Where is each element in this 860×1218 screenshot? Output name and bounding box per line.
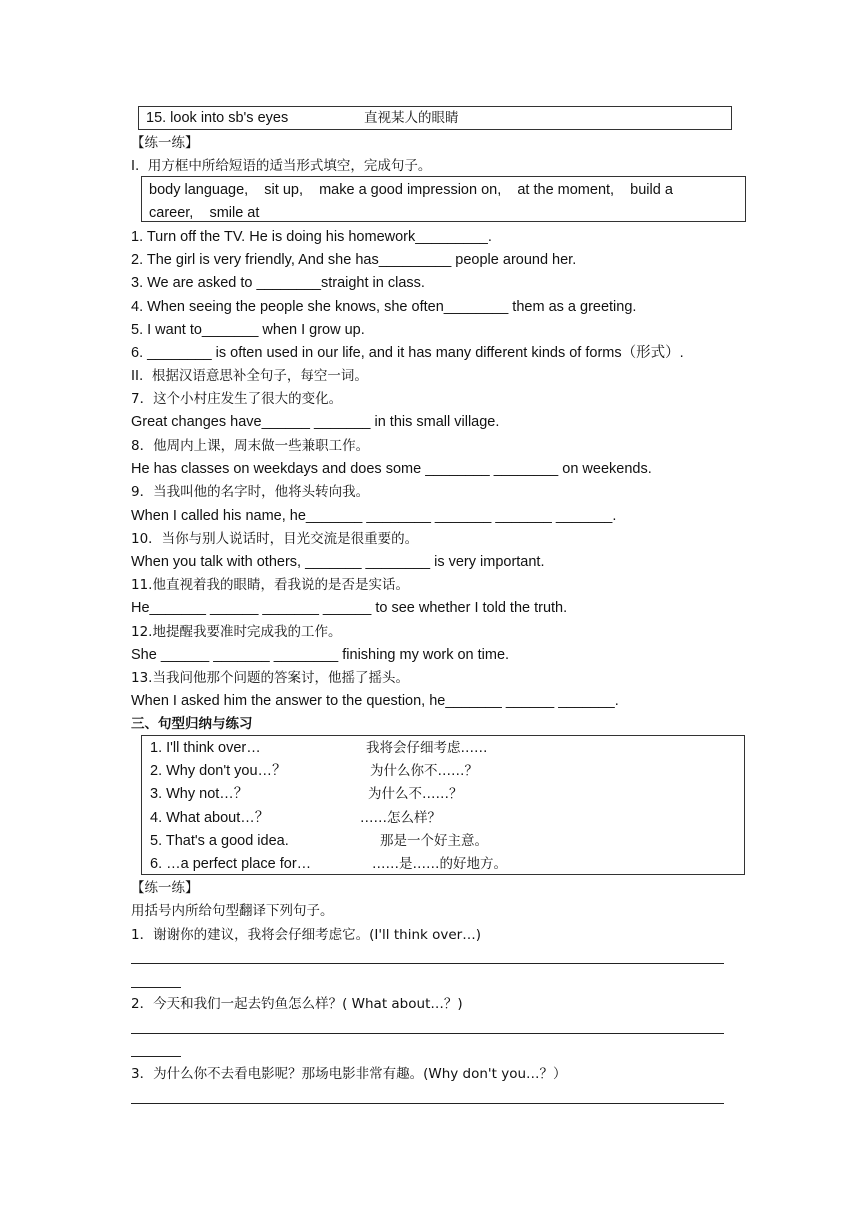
word-box-line2: career, smile at [149,205,260,221]
phrase-15-en: 15. look into sb's eyes [146,110,289,126]
translate-item-1: 1．谢谢你的建议，我将会仔细考虑它。(I'll think over…) [131,927,481,943]
part1-item-4: 4. When seeing the people she knows, she often________ them as a greeting. [131,299,637,315]
pattern-1-en: 1. I'll think over… [150,740,261,756]
answer-line-2-cont[interactable] [131,1056,181,1057]
answer-line-1-cont[interactable] [131,987,181,988]
part2-item-11-en: He_______ ______ _______ ______ to see whether I told the truth. [131,600,568,616]
pattern-5-cn: 那是一个好主意。 [380,833,488,849]
pattern-3-en: 3. Why not…？ [150,786,249,802]
part1-item-5: 5. I want to_______ when I grow up. [131,322,365,338]
part2-item-10-cn: 10．当你与别人说话时，目光交流是很重要的。 [131,531,419,547]
practice-title-1: 【练一练】 [131,135,199,151]
pattern-5-en: 5. That's a good idea. [150,833,289,849]
pattern-3-cn: 为什么不……？ [368,786,463,802]
part2-item-7-cn: 7．这个小村庄发生了很大的变化。 [131,391,343,407]
part2-item-7-en: Great changes have______ _______ in this small village. [131,414,500,430]
part1-item-2: 2. The girl is very friendly, And she has_________ people around her. [131,252,577,268]
part2-item-8-en: He has classes on weekdays and does some ________ ________ on weekends. [131,461,652,477]
pattern-2-en: 2. Why don't you…？ [150,763,287,779]
answer-line-3[interactable] [131,1103,724,1104]
phrase-15-cn: 直视某人的眼睛 [364,110,459,126]
part2-item-10-en: When you talk with others, _______ ________ is very important. [131,554,545,570]
translate-item-3: 3．为什么你不去看电影呢？那场电影非常有趣。(Why don't you…？） [131,1066,567,1082]
section3-title: 三、句型归纳与练习 [131,716,253,732]
part2-item-12-cn: 12.地提醒我要准时完成我的工作。 [131,624,342,640]
part2-item-13-cn: 13.当我问他那个问题的答案讨，他摇了摇头。 [131,670,409,686]
pattern-4-cn: ……怎么样？ [360,810,441,826]
part3-instruction: 用括号内所给句型翻译下列句子。 [131,903,334,919]
part1-item-3: 3. We are asked to ________straight in class. [131,275,425,291]
pattern-6-cn: ……是……的好地方。 [372,856,507,872]
practice-title-2: 【练一练】 [131,880,199,896]
pattern-4-en: 4. What about…？ [150,810,270,826]
part2-item-9-en: When I called his name, he_______ ________ _______ _______ _______. [131,508,617,524]
translate-item-2: 2．今天和我们一起去钓鱼怎么样？( What about…？) [131,996,463,1012]
part2-item-9-cn: 9．当我叫他的名字时，他将头转向我。 [131,484,370,500]
part2-item-12-en: She ______ _______ ________ finishing my work on time. [131,647,510,663]
pattern-1-cn: 我将会仔细考虑…… [366,740,488,756]
answer-line-2[interactable] [131,1033,724,1034]
part2-item-8-cn: 8．他周内上课，周末做一些兼职工作。 [131,438,370,454]
part1-item-6: 6. ________ is often used in our life, and it has many different kinds of forms（形式）. [131,345,684,361]
part2-item-11-cn: 11.他直视着我的眼睛，看我说的是否是实话。 [131,577,409,593]
part2-instruction: II. 根据汉语意思补全句子，每空一词。 [131,368,368,384]
word-box-line1: body language, sit up, make a good impression on, at the moment, build a [149,182,673,198]
part2-item-13-en: When I asked him the answer to the question, he_______ ______ _______. [131,693,619,709]
pattern-6-en: 6. …a perfect place for… [150,856,312,872]
answer-line-1[interactable] [131,963,724,964]
pattern-2-cn: 为什么你不……？ [370,763,478,779]
part1-instruction: I. 用方框中所给短语的适当形式填空，完成句子。 [131,158,432,174]
part1-item-1: 1. Turn off the TV. He is doing his homework_________. [131,229,492,245]
